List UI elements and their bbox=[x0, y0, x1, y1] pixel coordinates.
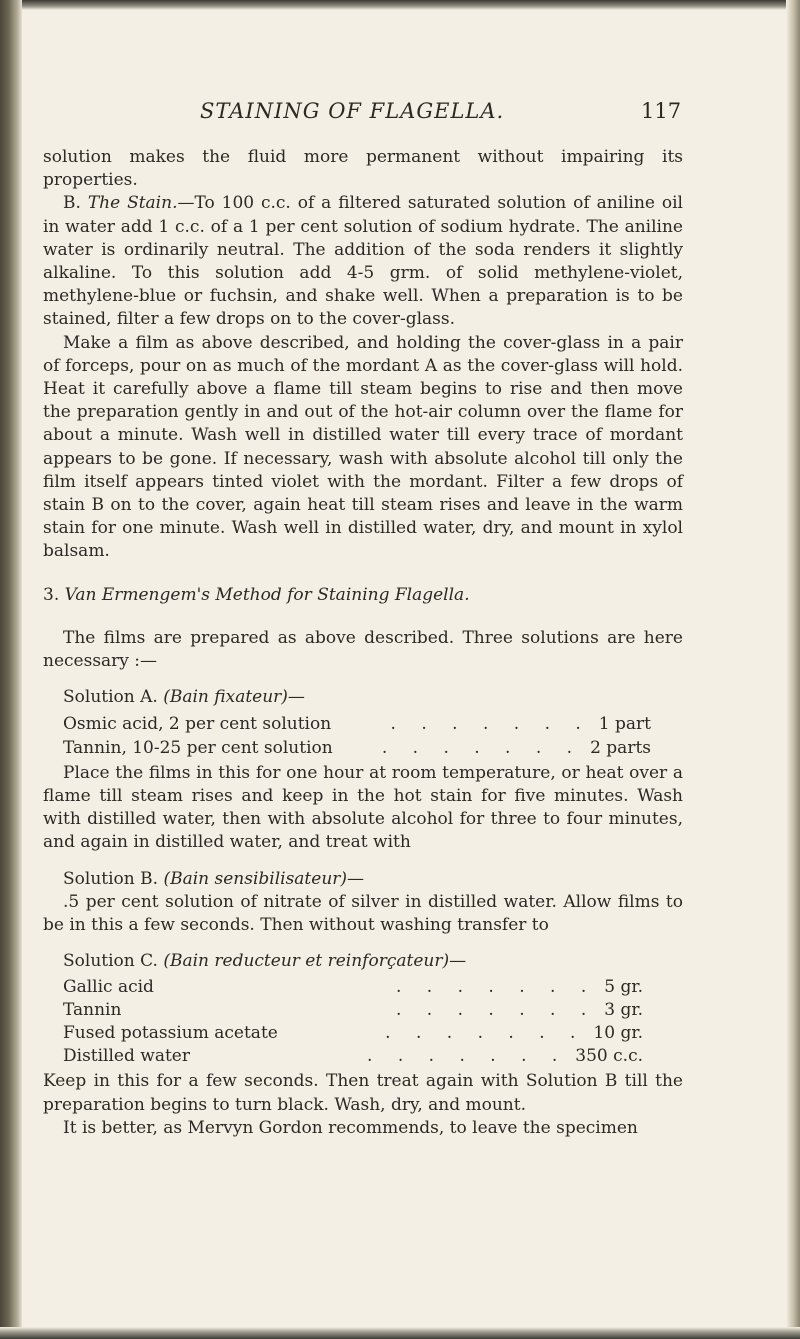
recipe-item: Fused potassium acetate bbox=[63, 1022, 278, 1043]
leader-dots: . . . . . . . bbox=[395, 976, 597, 997]
leader-dots: . . . . . . . bbox=[390, 714, 591, 735]
paragraph-gordon: It is better, as Mervyn Gordon recommends, to leave the specimen bbox=[63, 1117, 638, 1138]
stain-letter: B. bbox=[63, 193, 81, 214]
recipe-amount: 10 gr. bbox=[593, 1022, 643, 1043]
recipe-row bbox=[63, 1022, 643, 1045]
solution-a-heading bbox=[43, 686, 683, 709]
recipe-amount: 3 gr. bbox=[604, 999, 643, 1020]
recipe-row bbox=[63, 976, 643, 999]
solution-a-recipe bbox=[63, 713, 651, 759]
solution-b-label: Solution B. bbox=[63, 868, 159, 889]
recipe-amount: 1 part bbox=[598, 714, 651, 735]
recipe-item: Tannin bbox=[63, 999, 122, 1020]
recipe-row bbox=[63, 713, 651, 736]
page-bottom-edge bbox=[0, 1327, 800, 1339]
page-top-edge bbox=[0, 0, 800, 10]
section-title: Van Ermengem's Method for Staining Flagella. bbox=[64, 584, 470, 605]
recipe-item: Tannin, 10-25 per cent solution bbox=[63, 737, 333, 758]
paragraph-solution-c-use: Keep in this for a few seconds. Then treat again with Solution B till the preparation begins to turn black. Wash, dry, and mount. bbox=[43, 1071, 683, 1115]
page-right-edge bbox=[786, 0, 800, 1339]
solution-a-label: Solution A. bbox=[63, 687, 158, 708]
paragraph-solution-a-use: Place the films in this for one hour at room temperature, or heat over a flame till steam rises and keep in the hot stain for five minutes. Wash with distilled water, then with absolute alcohol for three to four minutes, and again in distilled water, and treat with bbox=[43, 762, 683, 853]
recipe-row bbox=[63, 999, 643, 1022]
solution-c-name: (Bain reducteur et reinforçateur)— bbox=[163, 951, 467, 972]
paragraph-method: Make a film as above described, and holding the cover-glass in a pair of forceps, pour on as much of the mordant A as the cover-glass will hold. Heat it carefully above a flame till steam begins to rise and then move the preparation gently in and out of the hot-air column over the flame for about a minute. Wash well in distilled water till every trace of mordant appears to be gone. If necessary, wash with absolute alcohol till only the film itself appears tinted violet with the mordant. Filter a few drops of stain B on to the cover, again heat till steam rises and leave in the warm stain for one minute. Wash well in distilled water, dry, and mount in xylol balsam. bbox=[43, 332, 683, 562]
section-heading bbox=[43, 584, 683, 607]
recipe-item: Osmic acid, 2 per cent solution bbox=[63, 714, 332, 735]
solution-b-heading bbox=[43, 868, 683, 891]
paragraph-solution-b: .5 per cent solution of nitrate of silver in distilled water. Allow films to be in this a few seconds. Then without washing transfer to bbox=[43, 891, 683, 936]
leader-dots: . . . . . . . bbox=[367, 1046, 568, 1067]
leader-dots: . . . . . . . bbox=[381, 737, 583, 758]
solution-b-name: (Bain sensibilisateur)— bbox=[163, 868, 365, 889]
recipe-amount: 5 gr. bbox=[604, 976, 643, 997]
running-title: STAINING OF FLAGELLA. bbox=[200, 99, 505, 123]
paragraph-stain bbox=[43, 192, 683, 331]
recipe-amount: 2 parts bbox=[590, 737, 651, 758]
page-number: 117 bbox=[641, 99, 682, 123]
section-number: 3. bbox=[43, 584, 60, 605]
solution-c-heading bbox=[43, 950, 683, 973]
paragraph-continuation: solution makes the fluid more permanent without impairing its properties. bbox=[43, 147, 683, 191]
paragraph-intro: The films are prepared as above described. Three solutions are here necessary :— bbox=[43, 627, 683, 672]
recipe-row bbox=[63, 1045, 643, 1068]
leader-dots: . . . . . . . bbox=[395, 999, 597, 1020]
stain-heading: The Stain. bbox=[87, 193, 178, 214]
body-text bbox=[43, 146, 683, 1140]
solution-a-name: (Bain fixateur)— bbox=[163, 687, 305, 708]
stain-text: —To 100 c.c. of a filtered saturated solution of aniline oil in water add 1 c.c. of a 1 per cent solution of sodium hydrate. The aniline water is ordinarily neutral. The addition of the soda renders it slightly alkaline. To this solution add 4-5 grm. of solid methylene-violet, methylene-blue or fuchsin, and shake well. When a preparation is to be stained, filter a few drops on to the cover-glass. bbox=[43, 193, 683, 330]
solution-c-label: Solution C. bbox=[63, 951, 158, 972]
recipe-row bbox=[63, 737, 651, 760]
recipe-item: Distilled water bbox=[63, 1046, 190, 1067]
recipe-item: Gallic acid bbox=[63, 976, 154, 997]
solution-c-recipe bbox=[63, 976, 643, 1069]
recipe-amount: 350 c.c. bbox=[575, 1046, 643, 1067]
binding-edge bbox=[0, 0, 22, 1339]
leader-dots: . . . . . . . bbox=[385, 1022, 586, 1043]
